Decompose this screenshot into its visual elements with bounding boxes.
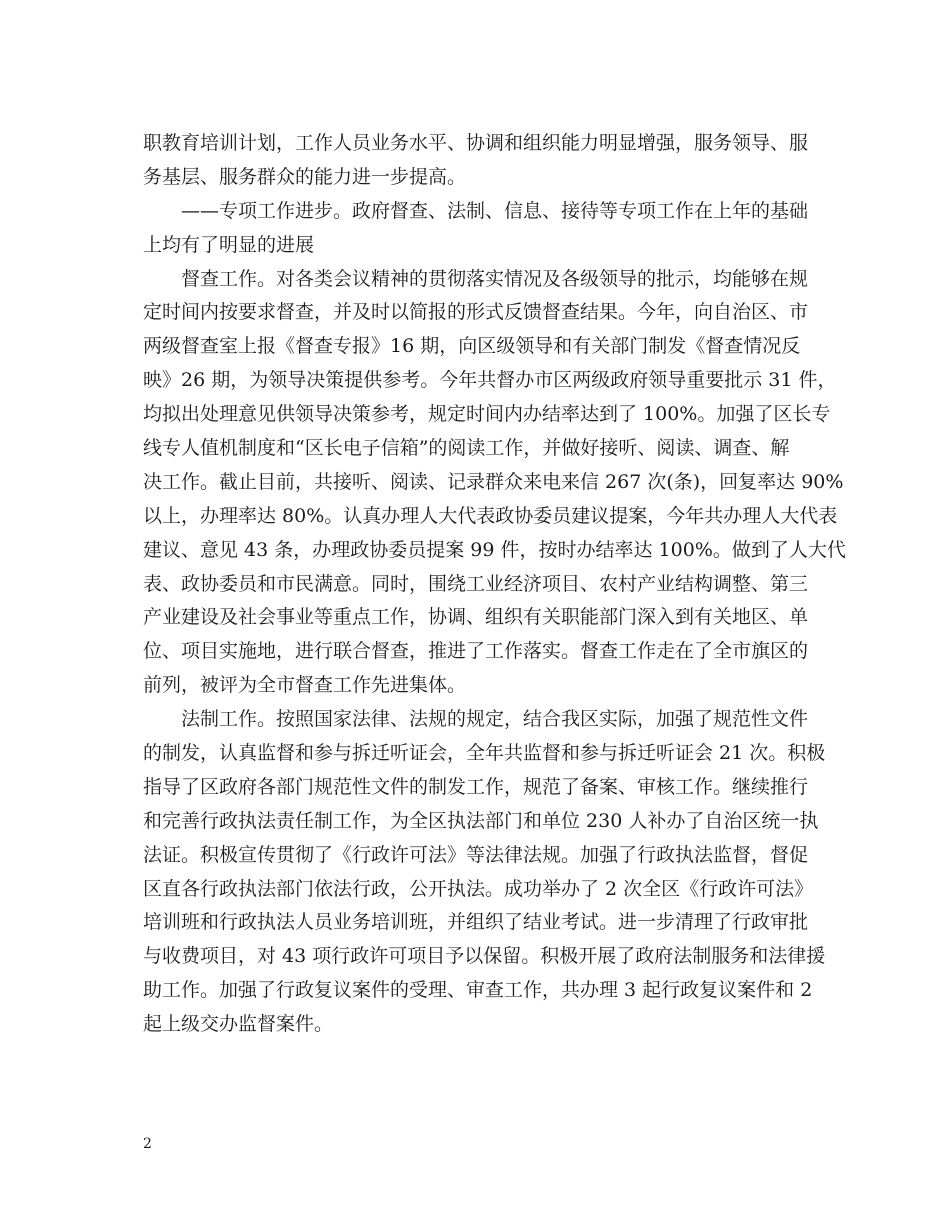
document-body: [143, 127, 846, 1042]
text-line: 区直各行政执法部门依法行政，公开执法。成功举办了 2 次全区《行政许可法》: [143, 877, 814, 900]
page-number: 2: [143, 1136, 152, 1152]
text-line: 职教育培训计划，工作人员业务水平、协调和组织能力明显增强，服务领导、服: [143, 132, 809, 154]
text-line: 建议、意见 43 条，办理政协委员提案 99 件，按时办结率达 100%。做到了人大代: [143, 538, 846, 561]
section-heading-line: ——专项工作进步。政府督查、法制、信息、接待等专项工作在上年的基础: [181, 199, 809, 222]
paragraph-start-line: 法制工作。按照国家法律、法规的规定，结合我区实际，加强了规范性文件: [181, 708, 809, 731]
text-line: 均拟出处理意见供领导决策参考，规定时间内办结率达到了 100%。加强了区长专: [143, 403, 831, 426]
text-line: 线专人值机制度和“区长电子信箱”的阅读工作，并做好接听、阅读、调查、解: [143, 437, 790, 460]
text-line: 和完善行政执法责任制工作，为全区执法部门和单位 230 人补办了自治区统一执: [143, 809, 819, 832]
text-line: 决工作。截止目前，共接听、阅读、记录群众来电来信 267 次(条)，回复率达 90%: [143, 470, 844, 493]
text-line: 培训班和行政执法人员业务培训班，并组织了结业考试。进一步清理了行政审批: [143, 911, 809, 934]
text-line: 起上级交办监督案件。: [143, 1013, 334, 1036]
text-line: 位、项目实施地，进行联合督查，推进了工作落实。督查工作走在了全市旗区的: [143, 640, 809, 663]
text-line: 的制发，认真监督和参与拆迁听证会，全年共监督和参与拆迁听证会 21 次。积极: [143, 742, 826, 765]
text-line: 两级督查室上报《督查专报》16 期，向区级领导和有关部门制发《督查情况反: [143, 335, 801, 358]
text-line: 产业建设及社会事业等重点工作，协调、组织有关职能部门深入到有关地区、单: [143, 606, 809, 629]
text-line: 前列，被评为全市督查工作先进集体。: [143, 674, 467, 697]
text-line: 与收费项目，对 43 项行政许可项目予以保留。积极开展了政府法制服务和法律援: [143, 945, 826, 968]
text-line: 表、政协委员和市民满意。同时，围绕工业经济项目、农村产业结构调整、第三: [143, 572, 809, 595]
text-line: 映》26 期，为领导决策提供参考。今年共督办市区两级政府领导重要批示 31 件，: [143, 369, 837, 392]
text-line: 法证。积极宣传贯彻了《行政许可法》等法律法规。加强了行政执法监督，督促: [143, 843, 809, 866]
text-line: 务基层、服务群众的能力进一步提高。: [143, 165, 467, 188]
paragraph-start-line: 督查工作。对各类会议精神的贯彻落实情况及各级领导的批示，均能够在规: [181, 267, 809, 290]
text-line: 上均有了明显的进展: [143, 233, 315, 256]
text-line: 定时间内按要求督查，并及时以简报的形式反馈督查结果。今年，向自治区、市: [143, 301, 809, 324]
text-line: 以上，办理率达 80%。认真办理人大代表政协委员建议提案，今年共办理人大代表: [143, 504, 838, 527]
text-line: 助工作。加强了行政复议案件的受理、审查工作，共办理 3 起行政复议案件和 2: [143, 979, 813, 1002]
text-line: 指导了区政府各部门规范性文件的制发工作，规范了备案、审核工作。继续推行: [143, 775, 809, 798]
